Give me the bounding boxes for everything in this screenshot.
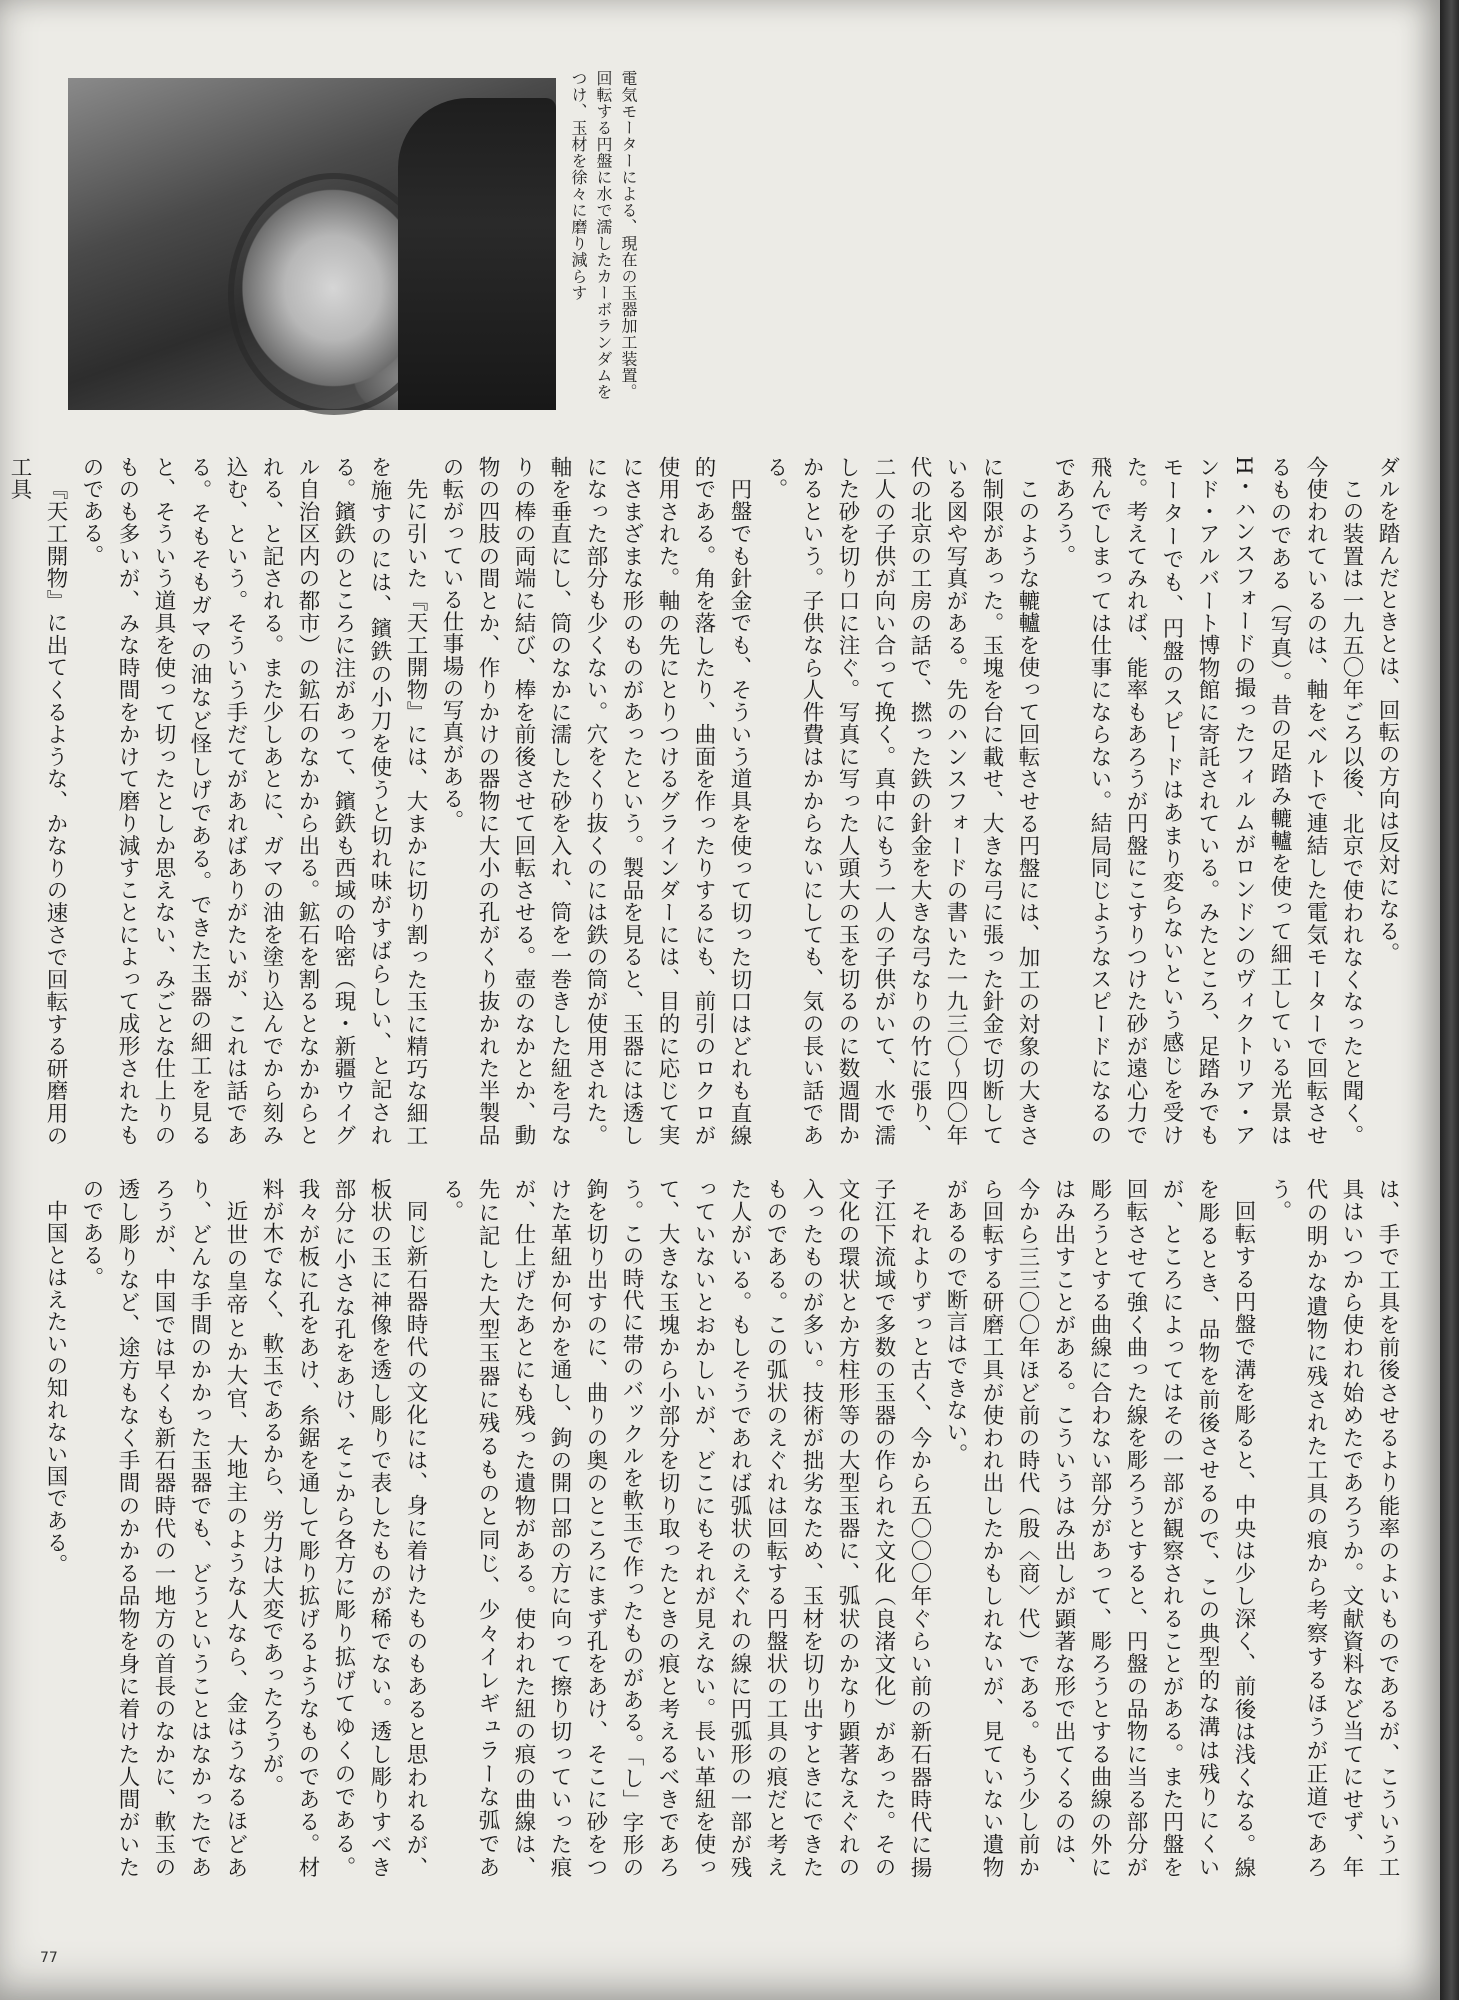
page-edge-shadow (1440, 0, 1459, 2000)
photo-caption: 電気モーターによる、現在の玉器加工装置。回転する円盤に水で濡したカーボランダムをつけ、玉材を徐々に磨り減らす (569, 70, 638, 400)
paragraph: この装置は一九五〇年ごろ以後、北京で使われなくなったと聞く。今使われているのは、軸をベルトで連結した電気モーターで回転させるものである（写真）。昔の足踏み轆轤を使って細工している光景はH・ハンスフォードの撮ったフィルムがロンドンのヴィクトリア・アンド・アルバート博物館に寄託されている。みたところ、足踏みでもモーターでも、円盤のスピードはあまり変らないという感じを受けた。考えてみれば、能率もあろうが円盤にこすりつけた砂が遠心力で飛んでしまっては仕事にならない。結局同じようなスピードになるのであろう。 (1051, 456, 1364, 1146)
paragraph: は、手で工具を前後させるより能率のよいものであるが、こういう工具はいつから使われ始めたであろうか。文献資料など当てにせず、年代の明かな遺物に残された工具の痕から考察するほうが正道であろう。 (1267, 1178, 1400, 1878)
paragraph: このような轆轤を使って回転させる円盤には、加工の対象の大きさに制限があった。玉塊を台に載せ、大きな弓に張った針金で切断している図や写真がある。先のハンスフォードの書いた一九三〇〜四〇年代の北京の工房の話で、撚った鉄の針金を大きな弓なりの竹に張り、二人の子供が向い合って挽く。真中にもう一人の子供がいて、水で濡した砂を切り口に注ぐ。写真に写った人頭大の玉を切るのに数週間かかるという。子供なら人件費はかからないにしても、気の長い話である。 (763, 456, 1040, 1146)
paragraph: それよりずっと古く、今から五〇〇〇年ぐらい前の新石器時代に揚子江下流域で多数の玉器の作られた文化（良渚文化）があった。その文化の環状とか方柱形等の大型玉器に、弧状のかなり顕著なえぐれの入ったものが多い。技術が拙劣なため、玉材を切り出すときにできたものである。この弧状のえぐれは回転する円盤状の工具の痕だと考えた人がいる。もしそうであれば弧状のえぐれの線に円弧形の一部が残っていないとおかしいが、どこにもそれが見えない。長い革紐を使って、大きな玉塊から小部分を切り取ったときの痕と考えるべきであろう。この時代に帯のバックルを軟玉で作ったものがある。「し」字形の鉤を切り出すのに、曲りの奥のところにまず孔をあけ、そこに砂をつけた革紐か何かを通し、鉤の開口部の方に向って擦り切っていった痕が、仕上げたあとにも残った遺物がある。使われた紐の痕の曲線は、先に記した大型玉器に残るものと同じ、少々イレギュラーな弧である。 (439, 1178, 932, 1878)
craftsman-figure (398, 98, 556, 410)
paragraph: 近世の皇帝とか大官、大地主のような人なら、金はうなるほどあり、どんな手間のかかった玉器でも、どうということはなかったであろうが、中国では早くも新石器時代の一地方の首長のなかに、軟玉の透し彫りなど、途方もなく手間のかかる品物を身に着けた人間がいたのである。 (79, 1178, 248, 1878)
paragraph: 『天工開物』に出てくるような、かなりの速さで回転する研磨用の工具 (7, 456, 68, 1146)
paragraph: ダルを踏んだときとは、回転の方向は反対になる。 (1375, 456, 1400, 965)
paragraph: 回転する円盤で溝を彫ると、中央は少し深く、前後は浅くなる。線を彫るとき、品物を前後させるので、この典型的な溝は残りにくいが、ところによってはその一部が観察されることがある。また円盤を回転させて強く曲った線を彫ろうとすると、円盤の品物に当る部分が彫ろうとする曲線に合わない部分があって、彫ろうとする曲線の外にはみ出すことがある。こういうはみ出しが顕著な形で出てくるのは、今から三三〇〇年ほど前の時代（殷〈商〉代）である。もう少し前から回転する研磨工具が使われ出したかもしれないが、見ていない遺物があるので断言はできない。 (943, 1178, 1256, 1878)
text-block-upper (7, 456, 1405, 1146)
paragraph: 同じ新石器時代の文化には、身に着けたものもあると思われるが、板状の玉に神像を透し彫りで表したものが稀でない。透し彫りすべき部分に小さな孔をあけ、そこから各方に彫り拡げてゆくのである。我々が板に孔をあけ、糸鋸を通して彫り拡げるようなものである。材料が木でなく、軟玉であるから、労力は大変であったろうが。 (259, 1178, 428, 1878)
paragraph: 中国とはえたいの知れない国である。 (43, 1199, 68, 1576)
text-block-lower (43, 1178, 1405, 1878)
workshop-photo (68, 78, 556, 410)
paragraph: 先に引いた『天工開物』には、大まかに切り割った玉に精巧な細工を施すのには、鑌鉄の小刀を使うと切れ味がすばらしい、と記される。鑌鉄のところに注があって、鑌鉄も西域の哈密（現・新疆ウイグル自治区内の都市）の鉱石のなかから出る。鉱石を割るとなかからとれる、と記される。また少しあとに、ガマの油を塗り込んでから刻み込む、という。そういう手だてがあればありがたいが、これは話である。そもそもガマの油など怪しげである。できた玉器の細工を見ると、そういう道具を使って切ったとしか思えない、みごとな仕上りのものも多いが、みな時間をかけて磨り減すことによって成形されたものである。 (79, 456, 428, 1146)
page-number: 77 (40, 1950, 58, 1966)
paragraph: 円盤でも針金でも、そういう道具を使って切った切口はどれも直線的である。角を落したり、曲面を作ったりするにも、前引のロクロが使用された。軸の先にとりつけるグラインダーには、目的に応じて実にさまざまな形のものがあったという。製品を見ると、玉器には透しになった部分も少くない。穴をくり抜くのには鉄の筒が使用された。軸を垂直にし、筒のなかに濡した砂を入れ、筒を一巻きした紐を弓なりの棒の両端に結び、棒を前後させて回転させる。壺のなかとか、動物の四肢の間とか、作りかけの器物に大小の孔がくり抜かれた半製品の転がっている仕事場の写真がある。 (439, 456, 752, 1146)
